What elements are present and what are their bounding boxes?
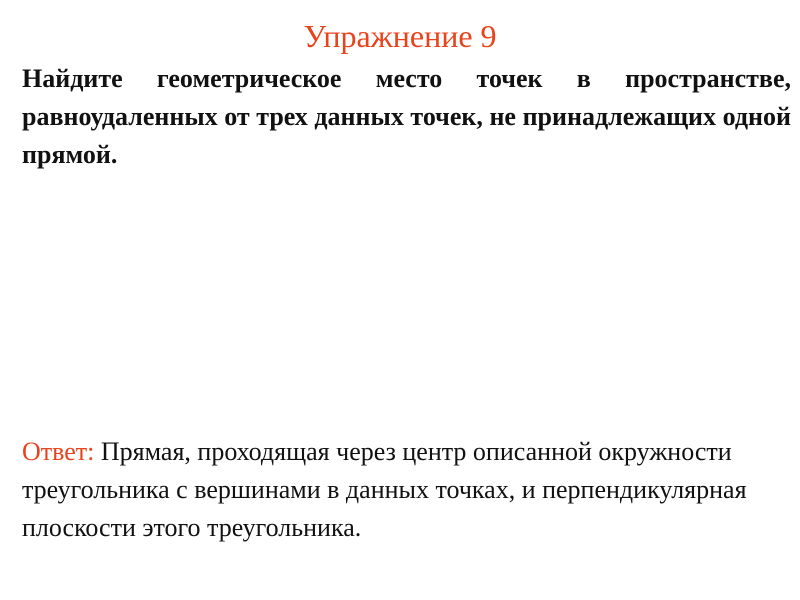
answer-text: Прямая, проходящая через центр описанной окружности треугольника с вершинами в данных точках, и перпендикулярная плоскости этого треугольника. bbox=[22, 437, 747, 542]
task-statement: Найдите геометрическое место точек в пространстве, равноудаленных от трех данных точек, не принадлежащих одной прямой. bbox=[22, 64, 791, 169]
answer-label: Ответ: bbox=[22, 437, 95, 466]
answer-block bbox=[22, 433, 792, 547]
slide-title: Упражнение 9 bbox=[303, 18, 497, 54]
